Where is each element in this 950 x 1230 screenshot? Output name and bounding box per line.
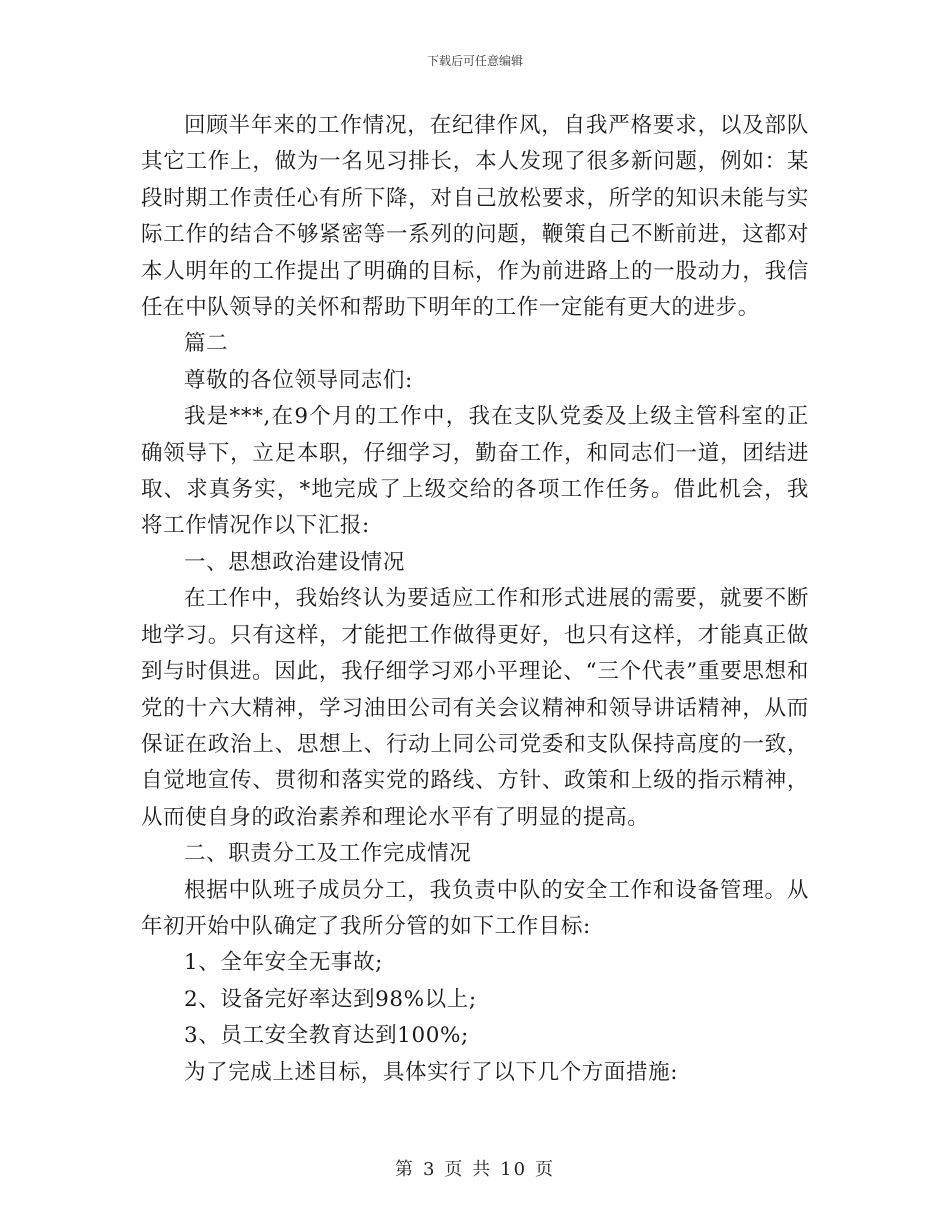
section-heading: 一、思想政治建设情况	[184, 549, 406, 575]
total-pages-number: 10	[500, 1159, 528, 1180]
section-heading: 二、职责分工及工作完成情况	[184, 841, 472, 867]
document-body	[141, 108, 809, 1091]
footer-suffix: 页	[535, 1159, 556, 1180]
current-page-number: 3	[422, 1159, 437, 1180]
list-item: 3、员工安全教育达到100%;	[184, 1023, 469, 1049]
list-item: 2、设备完好率达到98%以上;	[184, 986, 477, 1012]
footer-middle: 页 共	[444, 1159, 493, 1180]
section-title: 篇二	[184, 331, 229, 357]
body-paragraph: 回顾半年来的工作情况，在纪律作风，自我严格要求，以及部队其它工作上，做为一名见习排长，本人发现了很多新问题，例如：某段时期工作责任心有所下降，对自己放松要求，所学的知识未能与实际工作的结合不够紧密等一系列的问题，鞭策自己不断前进，这都对本人明年的工作提出了明确的目标，作为前进路上的一股动力，我信任在中队领导的关怀和帮助下明年的工作一定能有更大的进步。	[141, 113, 809, 321]
page-footer	[0, 1155, 950, 1181]
page-header: 下载后可任意编辑	[426, 54, 523, 68]
body-paragraph: 根据中队班子成员分工，我负责中队的安全工作和设备管理。从年初开始中队确定了我所分管的如下工作目标:	[141, 877, 809, 939]
list-item: 1、全年安全无事故;	[184, 950, 383, 976]
footer-prefix: 第	[394, 1159, 415, 1180]
body-paragraph: 为了完成上述目标，具体实行了以下几个方面措施:	[184, 1059, 679, 1085]
body-paragraph: 我是***,在9个月的工作中，我在支队党委及上级主管科室的正确领导下，立足本职，仔细学习，勤奋工作，和同志们一道，团结进取、求真务实，*地完成了上级交给的各项工作任务。借此机会，我将工作情况作以下汇报:	[141, 404, 809, 539]
body-paragraph: 在工作中，我始终认为要适应工作和形式进展的需要，就要不断地学习。只有这样，才能把工作做得更好，也只有这样，才能真正做到与时俱进。因此，我仔细学习邓小平理论、“三个代表”重要思想和党的十六大精神，学习油田公司有关会议精神和领导讲话精神，从而保证在政治上、思想上、行动上同公司党委和支队保持高度的一致，自觉地宣传、贯彻和落实党的路线、方针、政策和上级的指示精神，从而使自身的政治素养和理论水平有了明显的提高。	[141, 586, 809, 830]
salutation: 尊敬的各位领导同志们:	[184, 367, 413, 393]
